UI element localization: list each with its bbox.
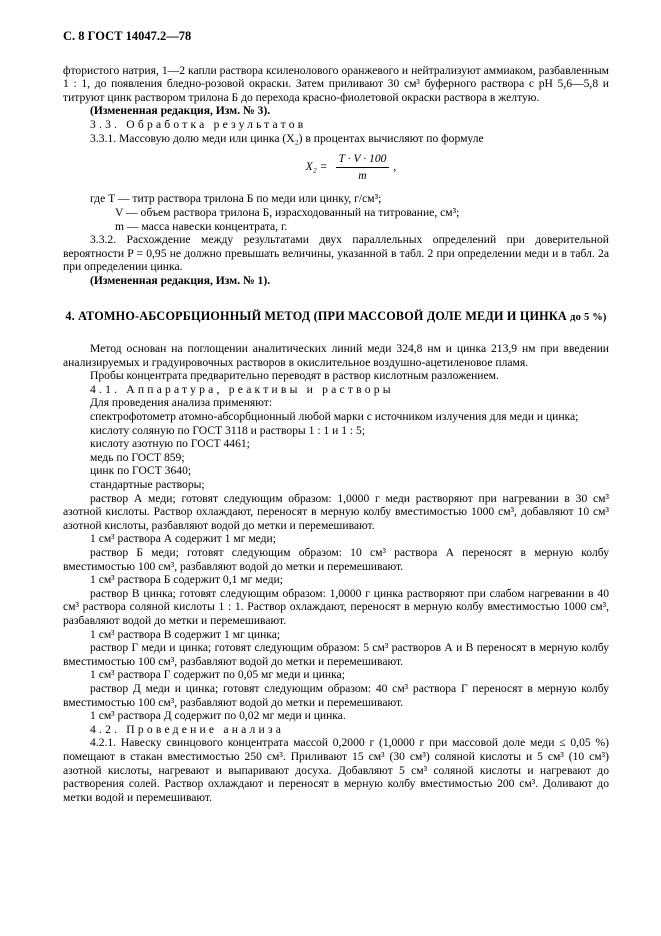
legend-m: m — масса навески концентрата, г.: [115, 219, 288, 233]
legend-v: V — объем раствора трилона Б, израсходованный на титрование, см³;: [115, 205, 460, 219]
section-3-3-1: 3.3.1. Массовую долю меди или цинка (X₂) в процентах вычисляют по формуле: [90, 131, 484, 145]
list-item: 1 см³ раствора Д содержит по 0,02 мг меди и цинка.: [90, 709, 346, 723]
formula-fraction: [336, 152, 390, 182]
formula-denominator: m: [358, 168, 367, 182]
list-item: раствор Д меди и цинка; готовят следующим образом: 40 см³ раствора Г переносят в мерную колбу вместимостью 100 см³, разбавляют водой до метки и перемешивают.: [63, 681, 609, 709]
formula-tail: ,: [393, 160, 397, 174]
formula-numerator: T · V · 100: [336, 152, 390, 168]
list-item: раствор Б меди; готовят следующим образом: 10 см³ раствора А переносят в мерную колбу вместимостью 100 см³, разбавляют водой до метки и перемешивают.: [63, 546, 609, 573]
probes-paragraph: Пробы концентрата предварительно переводят в раствор кислотным разложением.: [90, 369, 499, 383]
section-4-2-1: 4.2.1. Навеску свинцового концентрата массой 0,2000 г (1,0000 г при массовой доле меди ≤ 0,05 %) помещают в стакан вместимостью 250 см³. Приливают 15 см³ (30 см³) соляной кислоты и 5 см³ (10 см³) азотной кислоты, нагревают и выпаривают досуха. Добавляют 5 см³ соляной кислоты и нагревают до растворения солей. Раствор охлаждают и переносят в мерную колбу вместимостью 200 см³. Доливают до метки водой и перемешивают.: [63, 736, 609, 804]
list-item: цинк по ГОСТ 3640;: [90, 464, 192, 478]
list-item: стандартные растворы;: [90, 478, 205, 492]
section-4-title-tail: до 5 %): [570, 311, 607, 323]
formula-lhs: X₂ =: [305, 160, 328, 174]
section-3-3-heading: 3.3. Обработка результатов: [90, 117, 307, 131]
list-item: кислоту соляную по ГОСТ 3118 и растворы 1 : 1 и 1 : 5;: [90, 423, 366, 437]
legend-t: где T — титр раствора трилона Б по меди или цинку, г/см³;: [90, 192, 382, 206]
list-item: 1 см³ раствора Г содержит по 0,05 мг меди и цинка;: [90, 668, 345, 682]
reagents-list: [63, 396, 609, 722]
method-description: Метод основан на поглощении аналитических линий меди 324,8 нм и цинка 213,9 нм при введении анализируемых и градуировочных растворов в окислительное воздушно-ацетиленовое пламя.: [63, 342, 609, 369]
edition-note-3: (Измененная редакция, Изм. № 3).: [90, 104, 271, 118]
page-header: С. 8 ГОСТ 14047.2—78: [63, 29, 192, 43]
list-item: спектрофотометр атомно-абсорбционный любой марки с источником излучения для меди и цинка;: [90, 410, 579, 424]
section-4-heading: [63, 310, 609, 325]
list-item: раствор В цинка; готовят следующим образом: 1,0000 г цинка растворяют при слабом нагревании в 40 см³ раствора соляной кислоты 1 : 1. Раствор охлаждают, переносят в мерную колбу вместимостью 1000 см³, разбавляют водой до метки и перемешивают.: [63, 586, 609, 627]
formula-legend: [63, 192, 609, 233]
edition-note-1: (Измененная редакция, Изм. № 1).: [90, 273, 271, 287]
list-item: кислоту азотную по ГОСТ 4461;: [90, 437, 250, 451]
list-item: 1 см³ раствора А содержит 1 мг меди;: [90, 532, 276, 546]
section-4-2-heading: 4.2. Проведение анализа: [90, 722, 285, 736]
section-4-1-heading: 4.1. Аппаратура, реактивы и растворы: [90, 382, 394, 396]
list-item: 1 см³ раствора В содержит 1 мг цинка;: [90, 627, 281, 641]
paragraph-continuation: фтористого натрия, 1—2 капли раствора ксиленолового оранжевого и нейтрализуют аммиаком, разбавленным 1 : 1, до появления бледно-розовой окраски. Затем приливают 30 см³ буферного раствора с рН 5,6—5,8 и титруют цинк раствором трилона Б до перехода красно-фиолетовой окраски раствора в желтую.: [63, 63, 609, 104]
section-3-3-2: 3.3.2. Расхождение между результатами двух параллельных определений при доверительной вероятности P = 0,95 не должно превышать величины, указанной в табл. 2 при определении меди и в табл. 2а при определении цинка.: [63, 233, 609, 274]
list-item: Для проведения анализа применяют:: [90, 396, 273, 410]
list-item: раствор Г меди и цинка; готовят следующим образом: 5 см³ растворов А и В переносят в мерную колбу вместимостью 100 см³, разбавляют водой до метки и перемешивают.: [63, 641, 609, 668]
formula-x2: [93, 152, 609, 182]
list-item: раствор А меди; готовят следующим образом: 1,0000 г меди растворяют при нагревании в 30 см³ азотной кислоты. Раствор охлаждают, переносят в мерную колбу вместимостью 1000 см³, добавляют 10 см³ азотной кислоты, разбавляют водой до метки и перемешивают.: [63, 491, 609, 532]
section-4-title: 4. АТОМНО-АБСОРБЦИОННЫЙ МЕТОД (ПРИ МАССОВОЙ ДОЛЕ МЕДИ И ЦИНКА: [65, 308, 567, 323]
list-item: медь по ГОСТ 859;: [90, 450, 185, 464]
list-item: 1 см³ раствора Б содержит 0,1 мг меди;: [90, 573, 283, 587]
